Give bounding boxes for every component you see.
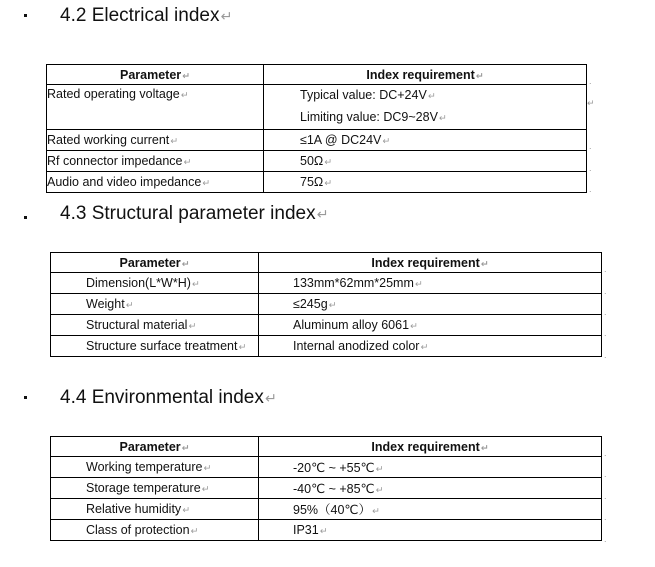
table-row: [51, 273, 602, 294]
section-title: 4.2 Electrical index: [60, 5, 220, 26]
parameter-cell: Rated operating voltage↵: [47, 85, 264, 130]
parameter-cell: Structural material↵: [51, 315, 259, 336]
bullet-icon: [24, 216, 27, 219]
table-row: [47, 85, 587, 130]
index-requirement-cell: Aluminum alloy 6061↵: [259, 315, 602, 336]
index-requirement-cell: Internal anodized color↵: [259, 336, 602, 357]
index-requirement-cell: IP31↵: [259, 520, 602, 541]
row-end-mark-icon: .: [604, 512, 607, 522]
section-title: 4.4 Environmental index: [60, 387, 264, 408]
parameter-header: Parameter↵: [51, 253, 259, 273]
row-end-mark-icon: .: [604, 307, 607, 317]
row-end-mark-icon: .: [589, 184, 592, 194]
structural-parameter-table: [50, 252, 602, 357]
table-row: [47, 130, 587, 151]
index-requirement-cell: ≤1A @ DC24V↵: [264, 130, 587, 151]
row-end-mark-icon: .: [604, 491, 607, 501]
parameter-cell: Storage temperature↵: [51, 478, 259, 499]
parameter-cell: Class of protection↵: [51, 520, 259, 541]
table-header-row: [51, 253, 602, 273]
index-requirement-cell: 133mm*62mm*25mm↵: [259, 273, 602, 294]
parameter-cell: Dimension(L*W*H)↵: [51, 273, 259, 294]
row-end-mark-icon: .: [604, 286, 607, 296]
bullet-icon: [24, 396, 27, 399]
index-requirement-cell: 75Ω↵: [264, 172, 587, 193]
parameter-cell: Rf connector impedance↵: [47, 151, 264, 172]
row-end-mark-icon: .: [604, 264, 607, 274]
table-row: [51, 315, 602, 336]
index-requirement-cell: -40℃ ~ +85℃↵: [259, 478, 602, 499]
parameter-cell: Weight↵: [51, 294, 259, 315]
section-title: 4.3 Structural parameter index: [60, 203, 316, 224]
parameter-cell: Structure surface treatment↵: [51, 336, 259, 357]
environmental-index-table: [50, 436, 602, 541]
row-end-mark-icon: .: [589, 141, 592, 151]
parameter-cell: Working temperature↵: [51, 457, 259, 478]
index-requirement-header: Index requirement↵: [264, 65, 587, 85]
row-end-mark-icon: .: [589, 163, 592, 173]
table-header-row: [51, 437, 602, 457]
table-row: [51, 520, 602, 541]
index-requirement-cell: Typical value: DC+24V↵ Limiting value: DC9~28V↵: [264, 85, 587, 130]
parameter-header: Parameter↵: [47, 65, 264, 85]
row-end-mark-icon: .: [589, 76, 592, 86]
index-requirement-cell: 95%（40℃）↵: [259, 499, 602, 520]
parameter-cell: Rated working current↵: [47, 130, 264, 151]
table-header-row: [47, 65, 587, 85]
table-row: [51, 294, 602, 315]
electrical-index-table: [46, 64, 587, 193]
row-end-mark-icon: ↵: [587, 98, 595, 108]
table-row: [51, 336, 602, 357]
row-end-mark-icon: .: [604, 469, 607, 479]
table-row: [47, 172, 587, 193]
row-end-mark-icon: .: [604, 448, 607, 458]
index-requirement-cell: 50Ω↵: [264, 151, 587, 172]
paragraph-mark-icon: ↵: [316, 207, 329, 223]
index-requirement-cell: ≤245g↵: [259, 294, 602, 315]
paragraph-mark-icon: ↵: [220, 9, 233, 25]
parameter-cell: Audio and video impedance↵: [47, 172, 264, 193]
table-row: [51, 457, 602, 478]
index-requirement-header: Index requirement↵: [259, 253, 602, 273]
index-requirement-header: Index requirement↵: [259, 437, 602, 457]
row-end-mark-icon: .: [604, 534, 607, 544]
parameter-header: Parameter↵: [51, 437, 259, 457]
paragraph-mark-icon: ↵: [264, 391, 277, 407]
table-row: [47, 151, 587, 172]
parameter-cell: Relative humidity↵: [51, 499, 259, 520]
bullet-icon: [24, 14, 27, 17]
table-row: [51, 478, 602, 499]
row-end-mark-icon: .: [604, 328, 607, 338]
table-row: [51, 499, 602, 520]
row-end-mark-icon: .: [604, 350, 607, 360]
index-requirement-cell: -20℃ ~ +55℃↵: [259, 457, 602, 478]
